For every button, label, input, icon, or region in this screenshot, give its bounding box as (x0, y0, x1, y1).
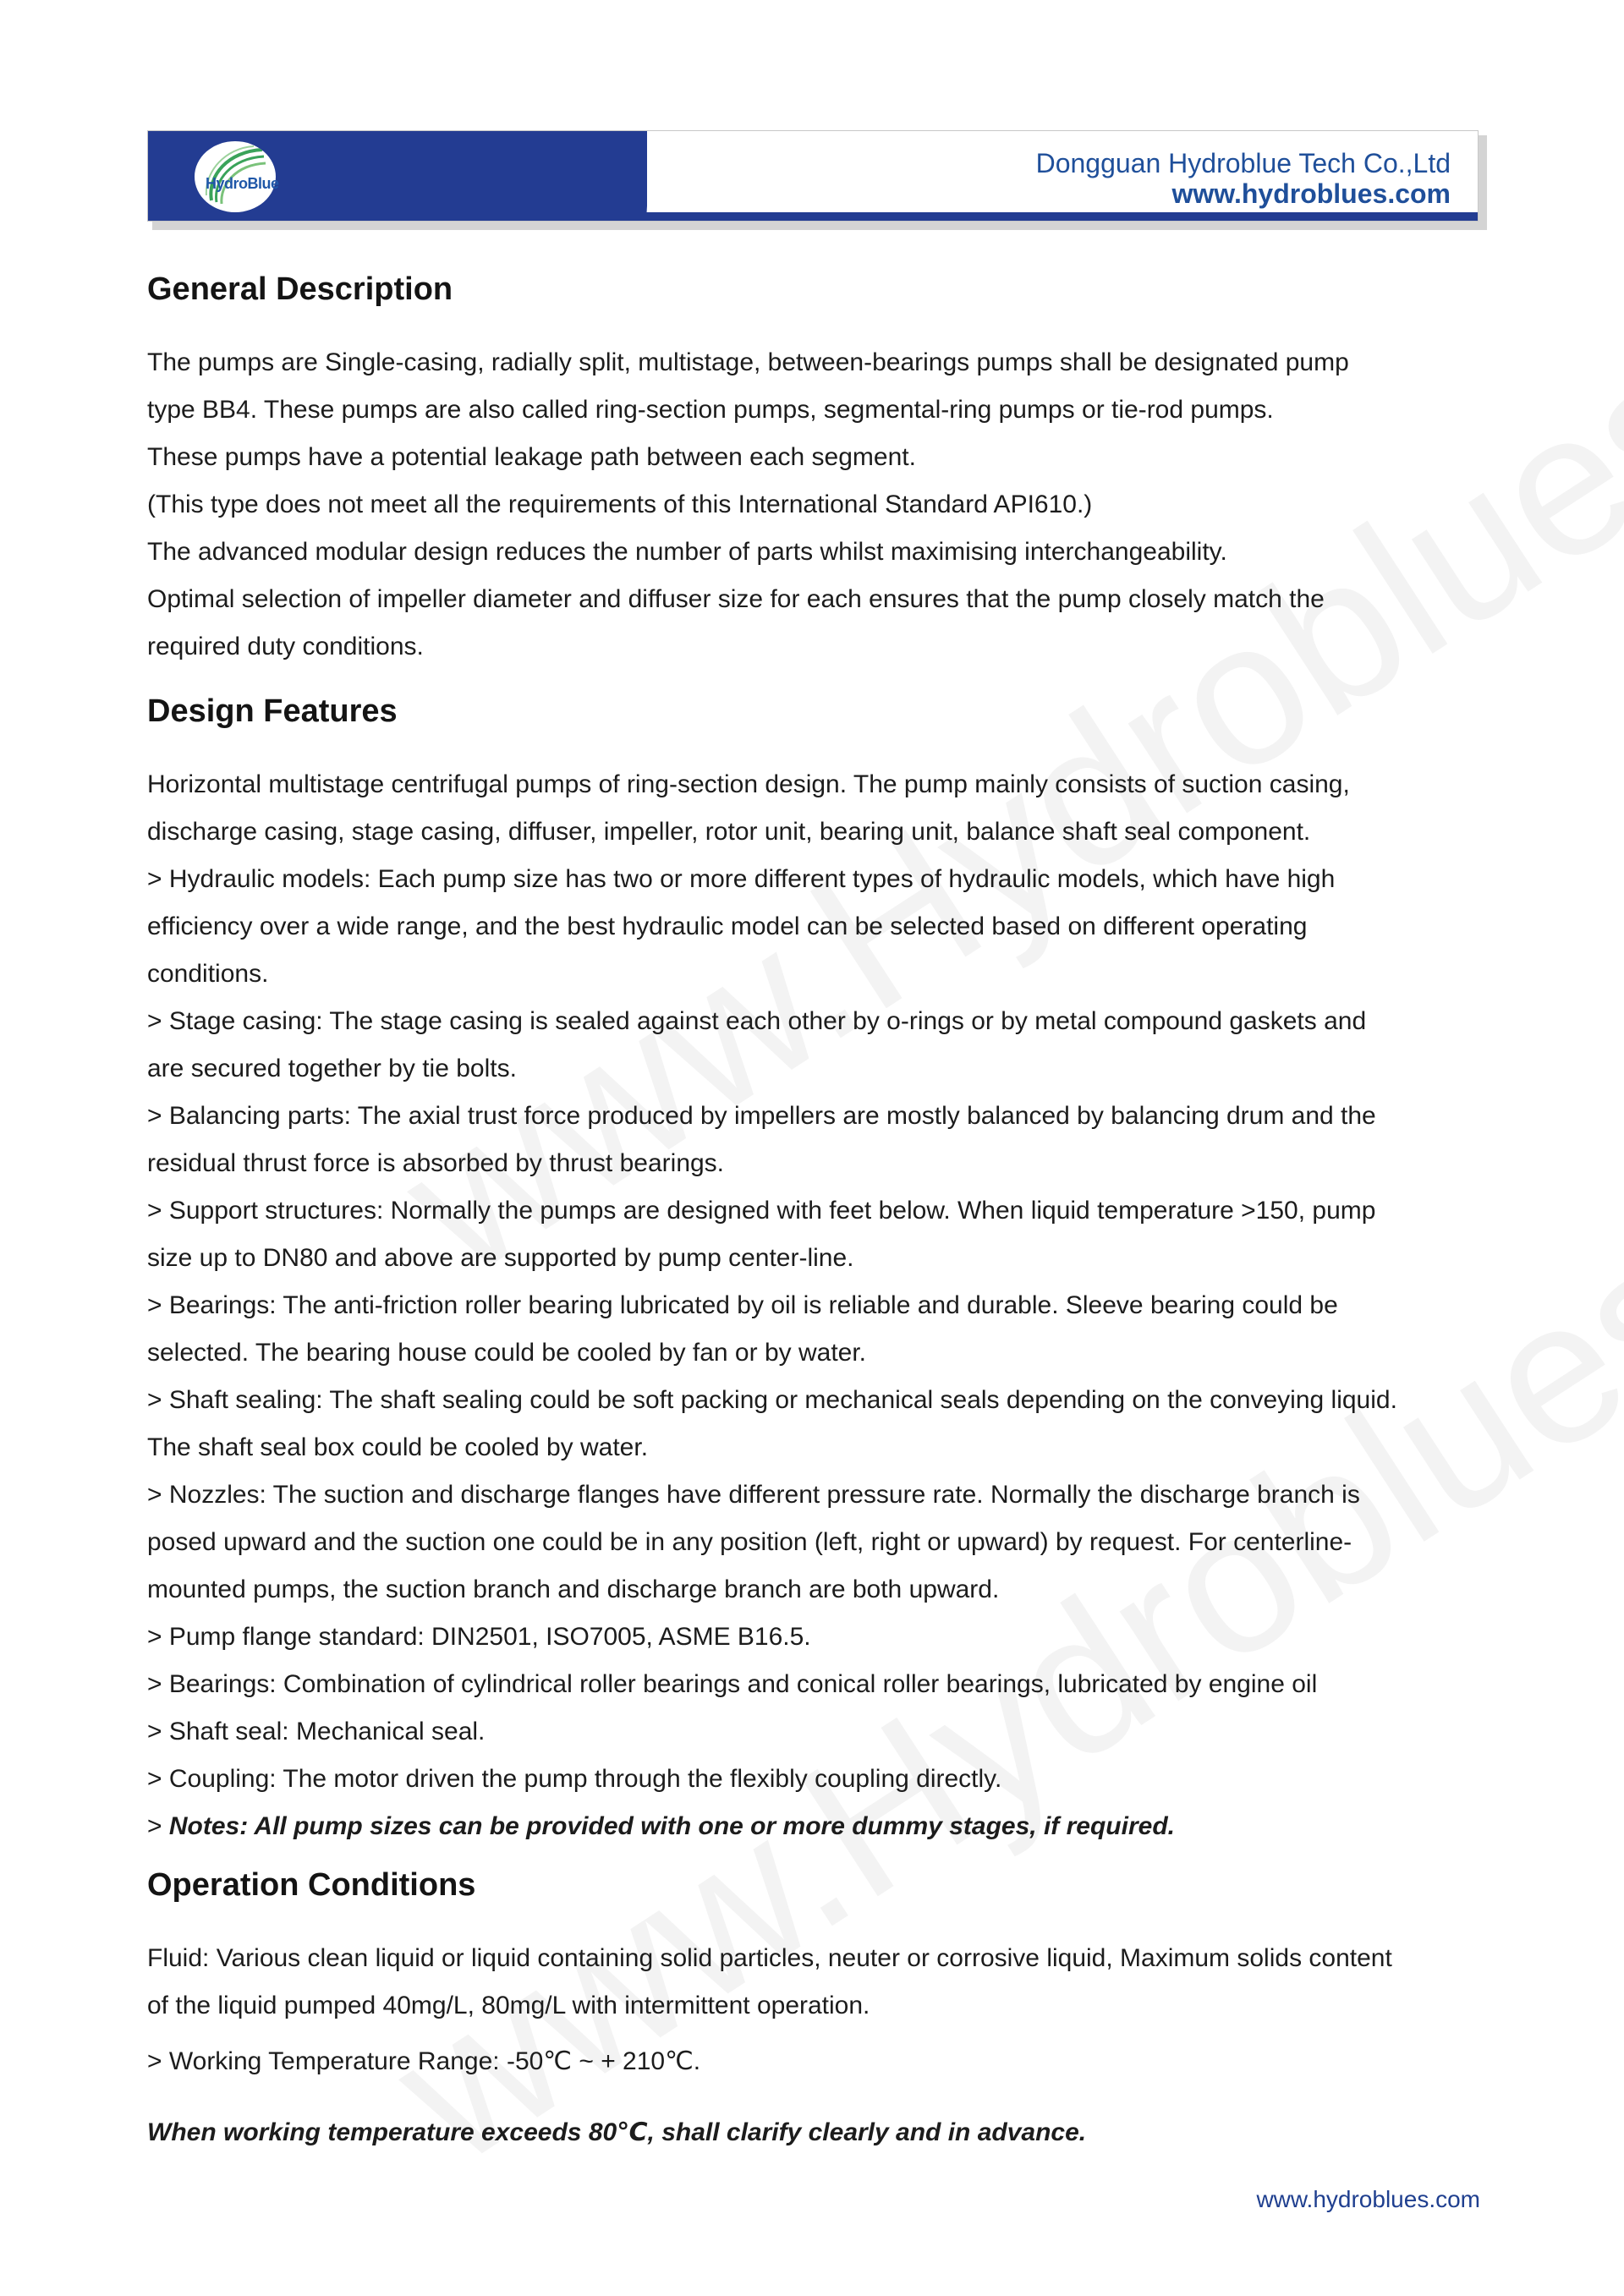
header-bottom-bar (148, 212, 1478, 221)
header-stripes (503, 131, 808, 221)
text-line: (This type does not meet all the requirements of this International Standard API610.) (147, 490, 1093, 518)
general-description-body (147, 339, 1517, 671)
text-line: of the liquid pumped 40mg/L, 80mg/L with intermittent operation. (147, 1992, 870, 2019)
text-line: Fluid: Various clean liquid or liquid containing solid particles, neuter or corrosive liquid, Maximum solids content (147, 1944, 1392, 1972)
text-line: > Nozzles: The suction and discharge flanges have different pressure rate. Normally the discharge branch is (147, 1481, 1360, 1509)
text-line: The advanced modular design reduces the number of parts whilst maximising interchangeability. (147, 538, 1227, 566)
text-line: > Hydraulic models: Each pump size has two or more different types of hydraulic models, which have high (147, 865, 1336, 893)
operation-conditions-body (147, 1935, 1517, 2156)
section-heading-design: Design Features (147, 693, 398, 729)
text-line: are secured together by tie bolts. (147, 1055, 517, 1082)
section-heading-operation: Operation Conditions (147, 1867, 476, 1903)
text-line: These pumps have a potential leakage path between each segment. (147, 443, 916, 471)
page-header (147, 130, 1482, 225)
text-line: > Pump flange standard: DIN2501, ISO7005, ASME B16.5. (147, 1623, 811, 1651)
text-line: efficiency over a wide range, and the best hydraulic model can be selected based on different operating (147, 912, 1308, 940)
section-heading-general: General Description (147, 271, 453, 307)
footer-website[interactable]: www.hydroblues.com (1256, 2186, 1480, 2212)
company-website[interactable]: www.hydroblues.com (1171, 178, 1451, 209)
text-line: discharge casing, stage casing, diffuser, impeller, rotor unit, bearing unit, balance shaft seal component. (147, 818, 1311, 846)
notes-text: Notes: All pump sizes can be provided with one or more dummy stages, if required. (168, 1812, 1175, 1840)
text-line: > Shaft seal: Mechanical seal. (147, 1718, 486, 1745)
header-box (147, 130, 1479, 222)
text-line: > Stage casing: The stage casing is sealed against each other by o-rings or by metal compound gaskets and (147, 1007, 1367, 1035)
notes-line (147, 1803, 1517, 1850)
logo-text: HydroBlue (206, 175, 279, 192)
text-line: conditions. (147, 960, 269, 988)
text-line: type BB4. These pumps are also called ring-section pumps, segmental-ring pumps or tie-rod pumps. (147, 396, 1274, 424)
text-line: Horizontal multistage centrifugal pumps of ring-section design. The pump mainly consists of suction casing, (147, 770, 1350, 798)
text-line: > Bearings: Combination of cylindrical roller bearings and conical roller bearings, lubricated by engine oil (147, 1670, 1318, 1698)
text-line: > Balancing parts: The axial trust force produced by impellers are mostly balanced by balancing drum and the (147, 1102, 1376, 1130)
text-line: > Coupling: The motor driven the pump through the flexibly coupling directly. (147, 1765, 1002, 1793)
text-line: The shaft seal box could be cooled by water. (147, 1433, 649, 1461)
text-line: residual thrust force is absorbed by thrust bearings. (147, 1149, 725, 1177)
text-line: > Shaft sealing: The shaft sealing could be soft packing or mechanical seals depending on the conveying liquid. (147, 1386, 1397, 1414)
text-line: size up to DN80 and above are supported by pump center-line. (147, 1244, 854, 1272)
text-line: The pumps are Single-casing, radially split, multistage, between-bearings pumps shall be designated pump (147, 348, 1349, 376)
temperature-warning: When working temperature exceeds 80℃, shall clarify clearly and in advance. (147, 2118, 1087, 2146)
text-line: required duty conditions. (147, 633, 424, 660)
design-features-body (147, 761, 1517, 1850)
temperature-range: > Working Temperature Range: -50℃ ~ + 210℃. (147, 2047, 701, 2075)
text-line: Optimal selection of impeller diameter and diffuser size for each ensures that the pump closely match the (147, 585, 1325, 613)
notes-prefix: > (147, 1812, 169, 1840)
text-line: > Support structures: Normally the pumps are designed with feet below. When liquid temperature >150, pump (147, 1197, 1376, 1225)
company-name: Dongguan Hydroblue Tech Co.,Ltd (1035, 148, 1451, 178)
text-line: > Bearings: The anti-friction roller bearing lubricated by oil is reliable and durable. Sleeve bearing could be (147, 1291, 1338, 1319)
text-line: posed upward and the suction one could be in any position (left, right or upward) by request. For centerline- (147, 1528, 1352, 1556)
text-line: mounted pumps, the suction branch and discharge branch are both upward. (147, 1575, 1000, 1603)
text-line: selected. The bearing house could be cooled by fan or by water. (147, 1339, 867, 1367)
